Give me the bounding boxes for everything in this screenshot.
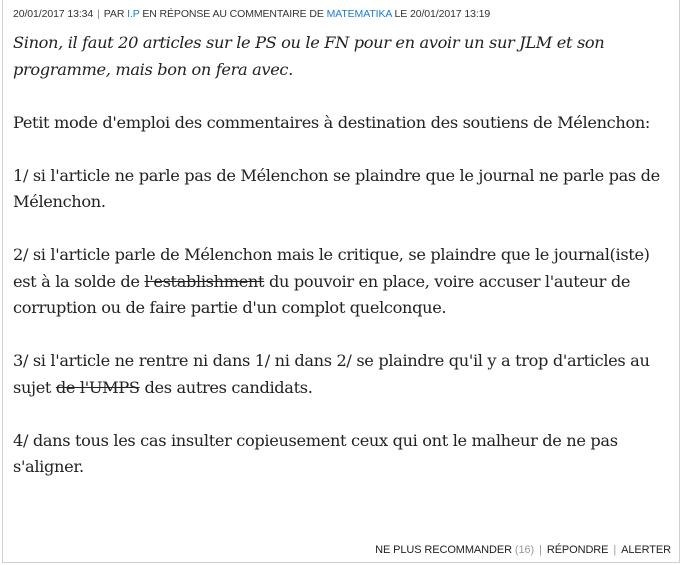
comment-timestamp: 20/01/2017 13:34 [13, 8, 94, 20]
point-2-text-after: du pouvoir en place, voire accuser l'auteur de corruption ou de faire partie d'un complot quelconque. [13, 271, 631, 317]
recommend-count: (16) [514, 544, 535, 556]
unrecommend-button[interactable] [375, 544, 534, 556]
comment-card [2, 0, 680, 563]
comment-point-1: 1/ si l'article ne parle pas de Mélenchon se plaindre que le journal ne parle pas de Mélenchon. [13, 165, 660, 211]
comment-actions [375, 544, 671, 556]
point-3-text-before: 3/ si l'article ne rentre ni dans 1/ ni dans 2/ se plaindre qu'il y a trop d'articles au sujet [13, 351, 650, 397]
quoted-text: Sinon, il faut 20 articles sur le PS ou le FN pour en avoir un sur JLM et son programme, mais bon on fera avec. [13, 33, 605, 79]
comment-meta [13, 8, 490, 20]
replied-author-link[interactable]: MATEMATIKA [326, 8, 392, 20]
point-3-text-after: des autres candidats. [139, 377, 313, 397]
alert-button[interactable]: ALERTER [621, 544, 671, 556]
comment-point-3 [13, 348, 673, 401]
comment-intro: Petit mode d'emploi des commentaires à destination des soutiens de Mélenchon: [13, 112, 651, 132]
replied-timestamp: 20/01/2017 13:19 [410, 8, 491, 20]
le-label: LE [394, 8, 408, 20]
unrecommend-label: NE PLUS RECOMMANDER [375, 544, 512, 556]
meta-separator: | [97, 8, 100, 20]
comment-point-4: 4/ dans tous les cas insulter copieusement ceux qui ont le malheur de ne pas s'aligner. [13, 430, 618, 476]
author-link[interactable]: I.P [127, 8, 140, 20]
reply-button[interactable]: RÉPONDRE [546, 544, 609, 556]
reply-label: EN RÉPONSE [142, 8, 211, 20]
point-3-struck-text: de l'UMPS [55, 377, 140, 397]
comment-body [13, 30, 673, 507]
comment-point-2 [13, 242, 673, 322]
comment-label: AU COMMENTAIRE [212, 8, 307, 20]
by-label: PAR [103, 8, 125, 20]
point-2-struck-text: l'establishment [144, 271, 265, 291]
de-label: DE [309, 8, 324, 20]
point-2-text-before: 2/ si l'article parle de Mélenchon mais le critique, se plaindre que le journal(iste) est à la solde de [13, 245, 650, 291]
actions-separator: | [613, 544, 617, 556]
actions-separator: | [539, 544, 542, 556]
